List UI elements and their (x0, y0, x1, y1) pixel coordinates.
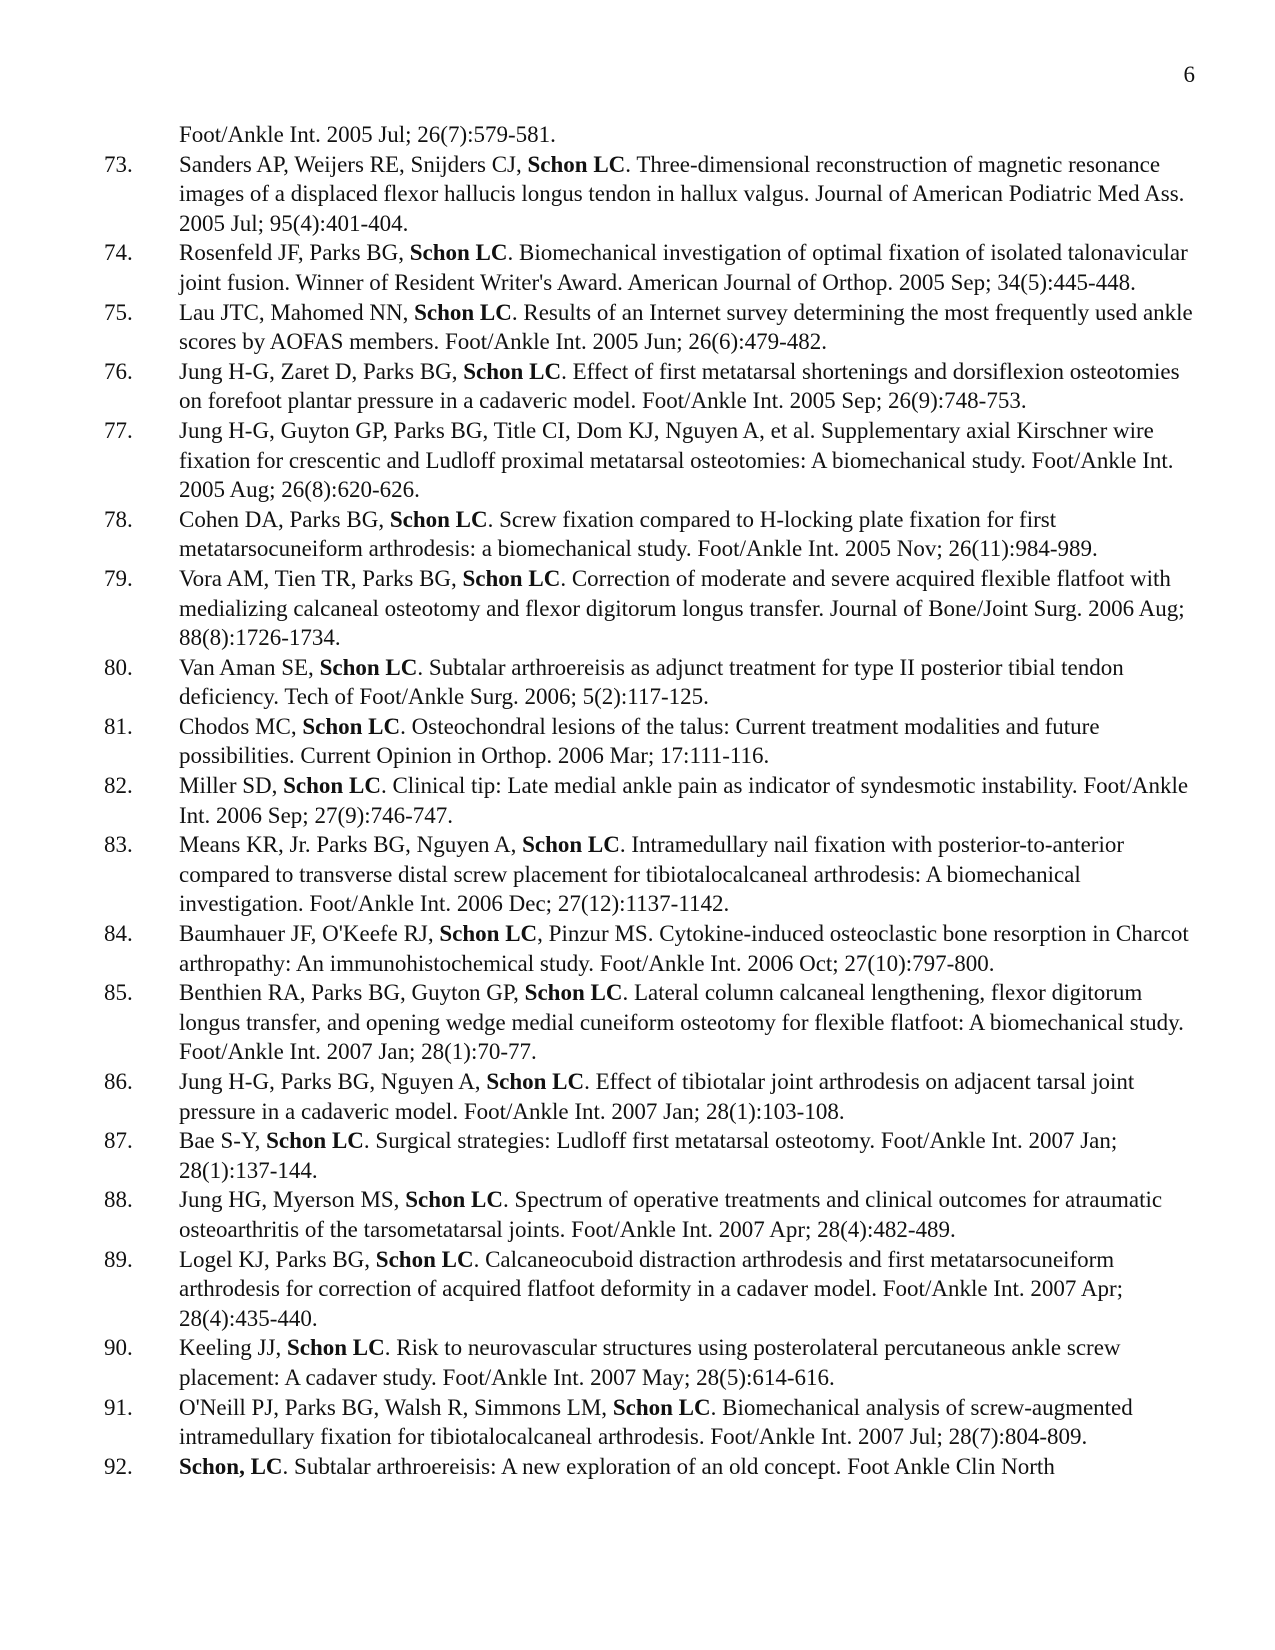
reference-number: 78. (104, 506, 133, 532)
reference-text (179, 1393, 1200, 1452)
reference-highlight-author: Schon, LC (179, 1453, 283, 1479)
reference-text (179, 564, 1200, 653)
reference-item (0, 712, 1200, 771)
reference-number: 87. (104, 1128, 133, 1154)
reference-details: . Subtalar arthroereisis as adjunct treatment for type II posterior tibial tendon deficiency. Tech of Foot/Ankle Surg. 2006; 5(2):117-125. (179, 654, 1124, 710)
reference-text (179, 298, 1200, 357)
reference-text (179, 712, 1200, 771)
reference-details: . Correction of moderate and severe acquired flexible flatfoot with medializing calcaneal osteotomy and flexor digitorum longus transfer. Journal of Bone/Joint Surg. 2006 Aug; 88(8):1726-1734. (179, 565, 1185, 651)
reference-authors: Lau JTC, Mahomed NN, (179, 299, 415, 325)
reference-text (179, 357, 1200, 416)
reference-number: 80. (104, 654, 133, 680)
reference-details: . Three-dimensional reconstruction of magnetic resonance images of a displaced flexor hallucis longus tendon in hallux valgus. Journal of American Podiatric Med Ass. 2005 Jul; 95(4):401-404. (179, 151, 1185, 236)
reference-highlight-author: Schon LC (389, 506, 488, 532)
reference-text (179, 919, 1200, 978)
reference-item (0, 564, 1200, 653)
reference-item (0, 1126, 1200, 1185)
reference-text (179, 416, 1200, 505)
reference-highlight-author: Schon LC (486, 1069, 585, 1094)
reference-number: 90. (104, 1335, 133, 1361)
reference-item (0, 830, 1200, 919)
reference-item (0, 357, 1200, 416)
reference-details: . Screw fixation compared to H-locking plate fixation for first metatarsocuneiform arthrodesis: a biomechanical study. Foot/Ankle Int. 2005 Nov; 26(11):984-989. (179, 506, 1098, 562)
reference-authors: Jung H-G, Parks BG, Nguyen A, (179, 1069, 487, 1094)
reference-details: . Biomechanical analysis of screw-augmented intramedullary fixation for tibiotalocalcaneal arthrodesis. Foot/Ankle Int. 2007 Jul; 28(7):804-809. (179, 1394, 1133, 1450)
reference-highlight-author: Schon LC (283, 773, 381, 799)
reference-authors: Sanders AP, Weijers RE, Snijders CJ, (179, 151, 528, 177)
reference-number: 75. (104, 299, 133, 325)
reference-list (0, 120, 1275, 1481)
reference-item (0, 1067, 1200, 1126)
reference-text (179, 653, 1200, 712)
reference-authors: Means KR, Jr. Parks BG, Nguyen A, (179, 832, 523, 858)
reference-highlight-author: Schon LC (375, 1246, 474, 1272)
reference-number: 74. (104, 240, 133, 266)
reference-details: . Results of an Internet survey determining the most frequently used ankle scores by AOFAS members. Foot/Ankle Int. 2005 Jun; 26(6):479-482. (179, 299, 1193, 355)
reference-highlight-author: Schon LC (439, 921, 538, 947)
reference-text (179, 771, 1200, 830)
reference-authors: Chodos MC, (179, 713, 303, 739)
reference-highlight-author: Schon LC (522, 832, 620, 858)
reference-item (0, 505, 1200, 564)
reference-item (0, 919, 1200, 978)
reference-authors: Keeling JJ, (179, 1335, 287, 1361)
reference-authors: Jung HG, Myerson MS, (179, 1187, 406, 1213)
reference-number: 88. (104, 1187, 133, 1213)
reference-authors: Benthien RA, Parks BG, Guyton GP, (179, 980, 525, 1006)
reference-item (0, 1333, 1200, 1392)
reference-number: 77. (104, 417, 133, 443)
reference-details: . Biomechanical investigation of optimal fixation of isolated talonavicular joint fusion. Winner of Resident Writer's Award. American Journal of Orthop. 2005 Sep; 34(5):445-448. (179, 240, 1188, 295)
reference-authors: Baumhauer JF, O'Keefe RJ, (179, 921, 440, 947)
reference-highlight-author: Schon LC (527, 151, 626, 177)
reference-highlight-author: Schon LC (319, 654, 418, 680)
reference-item (0, 771, 1200, 830)
reference-authors: Logel KJ, Parks BG, (179, 1246, 376, 1272)
reference-number: 76. (104, 358, 133, 384)
reference-highlight-author: Schon LC (405, 1187, 503, 1213)
reference-number: 82. (104, 773, 133, 799)
reference-item (0, 416, 1200, 505)
reference-text (179, 1452, 1200, 1482)
reference-number: 89. (104, 1246, 133, 1272)
reference-details: . Osteochondral lesions of the talus: Current treatment modalities and future possibilities. Current Opinion in Orthop. 2006 Mar; 17:111-116. (179, 713, 1100, 769)
reference-number: 84. (104, 921, 133, 947)
reference-authors: Van Aman SE, (179, 654, 320, 680)
reference-item (0, 1452, 1200, 1482)
reference-number: 91. (104, 1394, 133, 1420)
reference-text (179, 1245, 1200, 1334)
reference-highlight-author: Schon LC (524, 980, 623, 1006)
reference-number: 83. (104, 832, 133, 858)
reference-item (0, 238, 1200, 297)
reference-item (0, 1245, 1200, 1334)
reference-number: 92. (104, 1453, 133, 1479)
reference-highlight-author: Schon LC (414, 299, 512, 325)
reference-text (179, 978, 1200, 1067)
reference-number: 81. (104, 713, 133, 739)
reference-number: 73. (104, 151, 133, 177)
reference-authors: O'Neill PJ, Parks BG, Walsh R, Simmons LM, (179, 1394, 613, 1420)
reference-details: . Intramedullary nail fixation with posterior-to-anterior compared to transverse distal screw placement for tibiotalocalcaneal arthrodesis: A biomechanical investigation. Foot/Ankle Int. 2006 Dec; 27(12):1137-1142. (179, 832, 1124, 917)
reference-details: . Spectrum of operative treatments and clinical outcomes for atraumatic osteoarthritis of the tarsometatarsal joints. Foot/Ankle Int. 2007 Apr; 28(4):482-489. (179, 1187, 1163, 1242)
reference-number: 79. (104, 565, 133, 591)
reference-text (179, 830, 1200, 919)
reference-authors: Jung H-G, Zaret D, Parks BG, (179, 358, 464, 384)
reference-authors: Cohen DA, Parks BG, (179, 506, 390, 532)
page-number: 6 (1183, 62, 1195, 87)
reference-item (0, 978, 1200, 1067)
reference-text (179, 1126, 1200, 1185)
reference-continuation: Foot/Ankle Int. 2005 Jul; 26(7):579-581. (179, 122, 556, 147)
reference-details: . Lateral column calcaneal lengthening, flexor digitorum longus transfer, and opening wedge medial cuneiform osteotomy for flexible flatfoot: A biomechanical study. Foot/Ankle Int. 2007 Jan; 28(1):70-77. (179, 980, 1184, 1065)
reference-details: . Surgical strategies: Ludloff first metatarsal osteotomy. Foot/Ankle Int. 2007 Jan; 28(1):137-144. (179, 1128, 1118, 1183)
reference-highlight-author: Schon LC (612, 1394, 711, 1420)
reference-number: 86. (104, 1069, 133, 1094)
reference-highlight-author: Schon LC (409, 240, 508, 266)
reference-details: . Effect of first metatarsal shortenings and dorsiflexion osteotomies on forefoot plantar pressure in a cadaveric model. Foot/Ankle Int. 2005 Sep; 26(9):748-753. (179, 358, 1180, 414)
reference-text (179, 505, 1200, 564)
reference-item (0, 1393, 1200, 1452)
reference-details: . Clinical tip: Late medial ankle pain as indicator of syndesmotic instability. Foot/Ankle Int. 2006 Sep; 27(9):746-747. (179, 773, 1189, 828)
reference-details: . Subtalar arthroereisis: A new exploration of an old concept. Foot Ankle Clin North (282, 1453, 1055, 1479)
reference-details: . Effect of tibiotalar joint arthrodesis on adjacent tarsal joint pressure in a cadaveric model. Foot/Ankle Int. 2007 Jan; 28(1):103-108. (179, 1069, 1135, 1124)
reference-text (179, 150, 1200, 239)
reference-authors: Miller SD, (179, 773, 284, 799)
reference-item (0, 653, 1200, 712)
reference-item (0, 1185, 1200, 1244)
reference-highlight-author: Schon LC (302, 713, 401, 739)
reference-authors: Bae S-Y, (179, 1128, 267, 1154)
reference-details: . Risk to neurovascular structures using posterolateral percutaneous ankle screw placement: A cadaver study. Foot/Ankle Int. 2007 May; 28(5):614-616. (179, 1335, 1121, 1390)
reference-authors: Jung H-G, Guyton GP, Parks BG, Title CI, Dom KJ, Nguyen A, et al. Supplementary axial Kirschner wire fixation for crescentic and Ludloff proximal metatarsal osteotomies: A biomechanical study. Foot/Ankle Int. 2005 Aug; 26(8):620-626. (179, 417, 1174, 503)
reference-text (179, 1333, 1200, 1392)
reference-item (0, 298, 1200, 357)
reference-authors: Vora AM, Tien TR, Parks BG, (179, 565, 463, 591)
reference-highlight-author: Schon LC (286, 1335, 385, 1361)
reference-text (179, 238, 1200, 297)
reference-details: . Calcaneocuboid distraction arthrodesis and first metatarsocuneiform arthrodesis for correction of acquired flatfoot deformity in a cadaver model. Foot/Ankle Int. 2007 Apr; 28(4):435-440. (179, 1246, 1123, 1331)
reference-highlight-author: Schon LC (266, 1128, 364, 1154)
reference-authors: Rosenfeld JF, Parks BG, (179, 240, 410, 266)
reference-highlight-author: Schon LC (463, 358, 562, 384)
reference-highlight-author: Schon LC (462, 565, 561, 591)
reference-text (179, 1185, 1200, 1244)
reference-text (179, 1067, 1200, 1126)
reference-item (0, 150, 1200, 239)
reference-details: , Pinzur MS. Cytokine-induced osteoclastic bone resorption in Charcot arthropathy: An immunohistochemical study. Foot/Ankle Int. 2006 Oct; 27(10):797-800. (179, 921, 1189, 976)
reference-number: 85. (104, 980, 133, 1006)
